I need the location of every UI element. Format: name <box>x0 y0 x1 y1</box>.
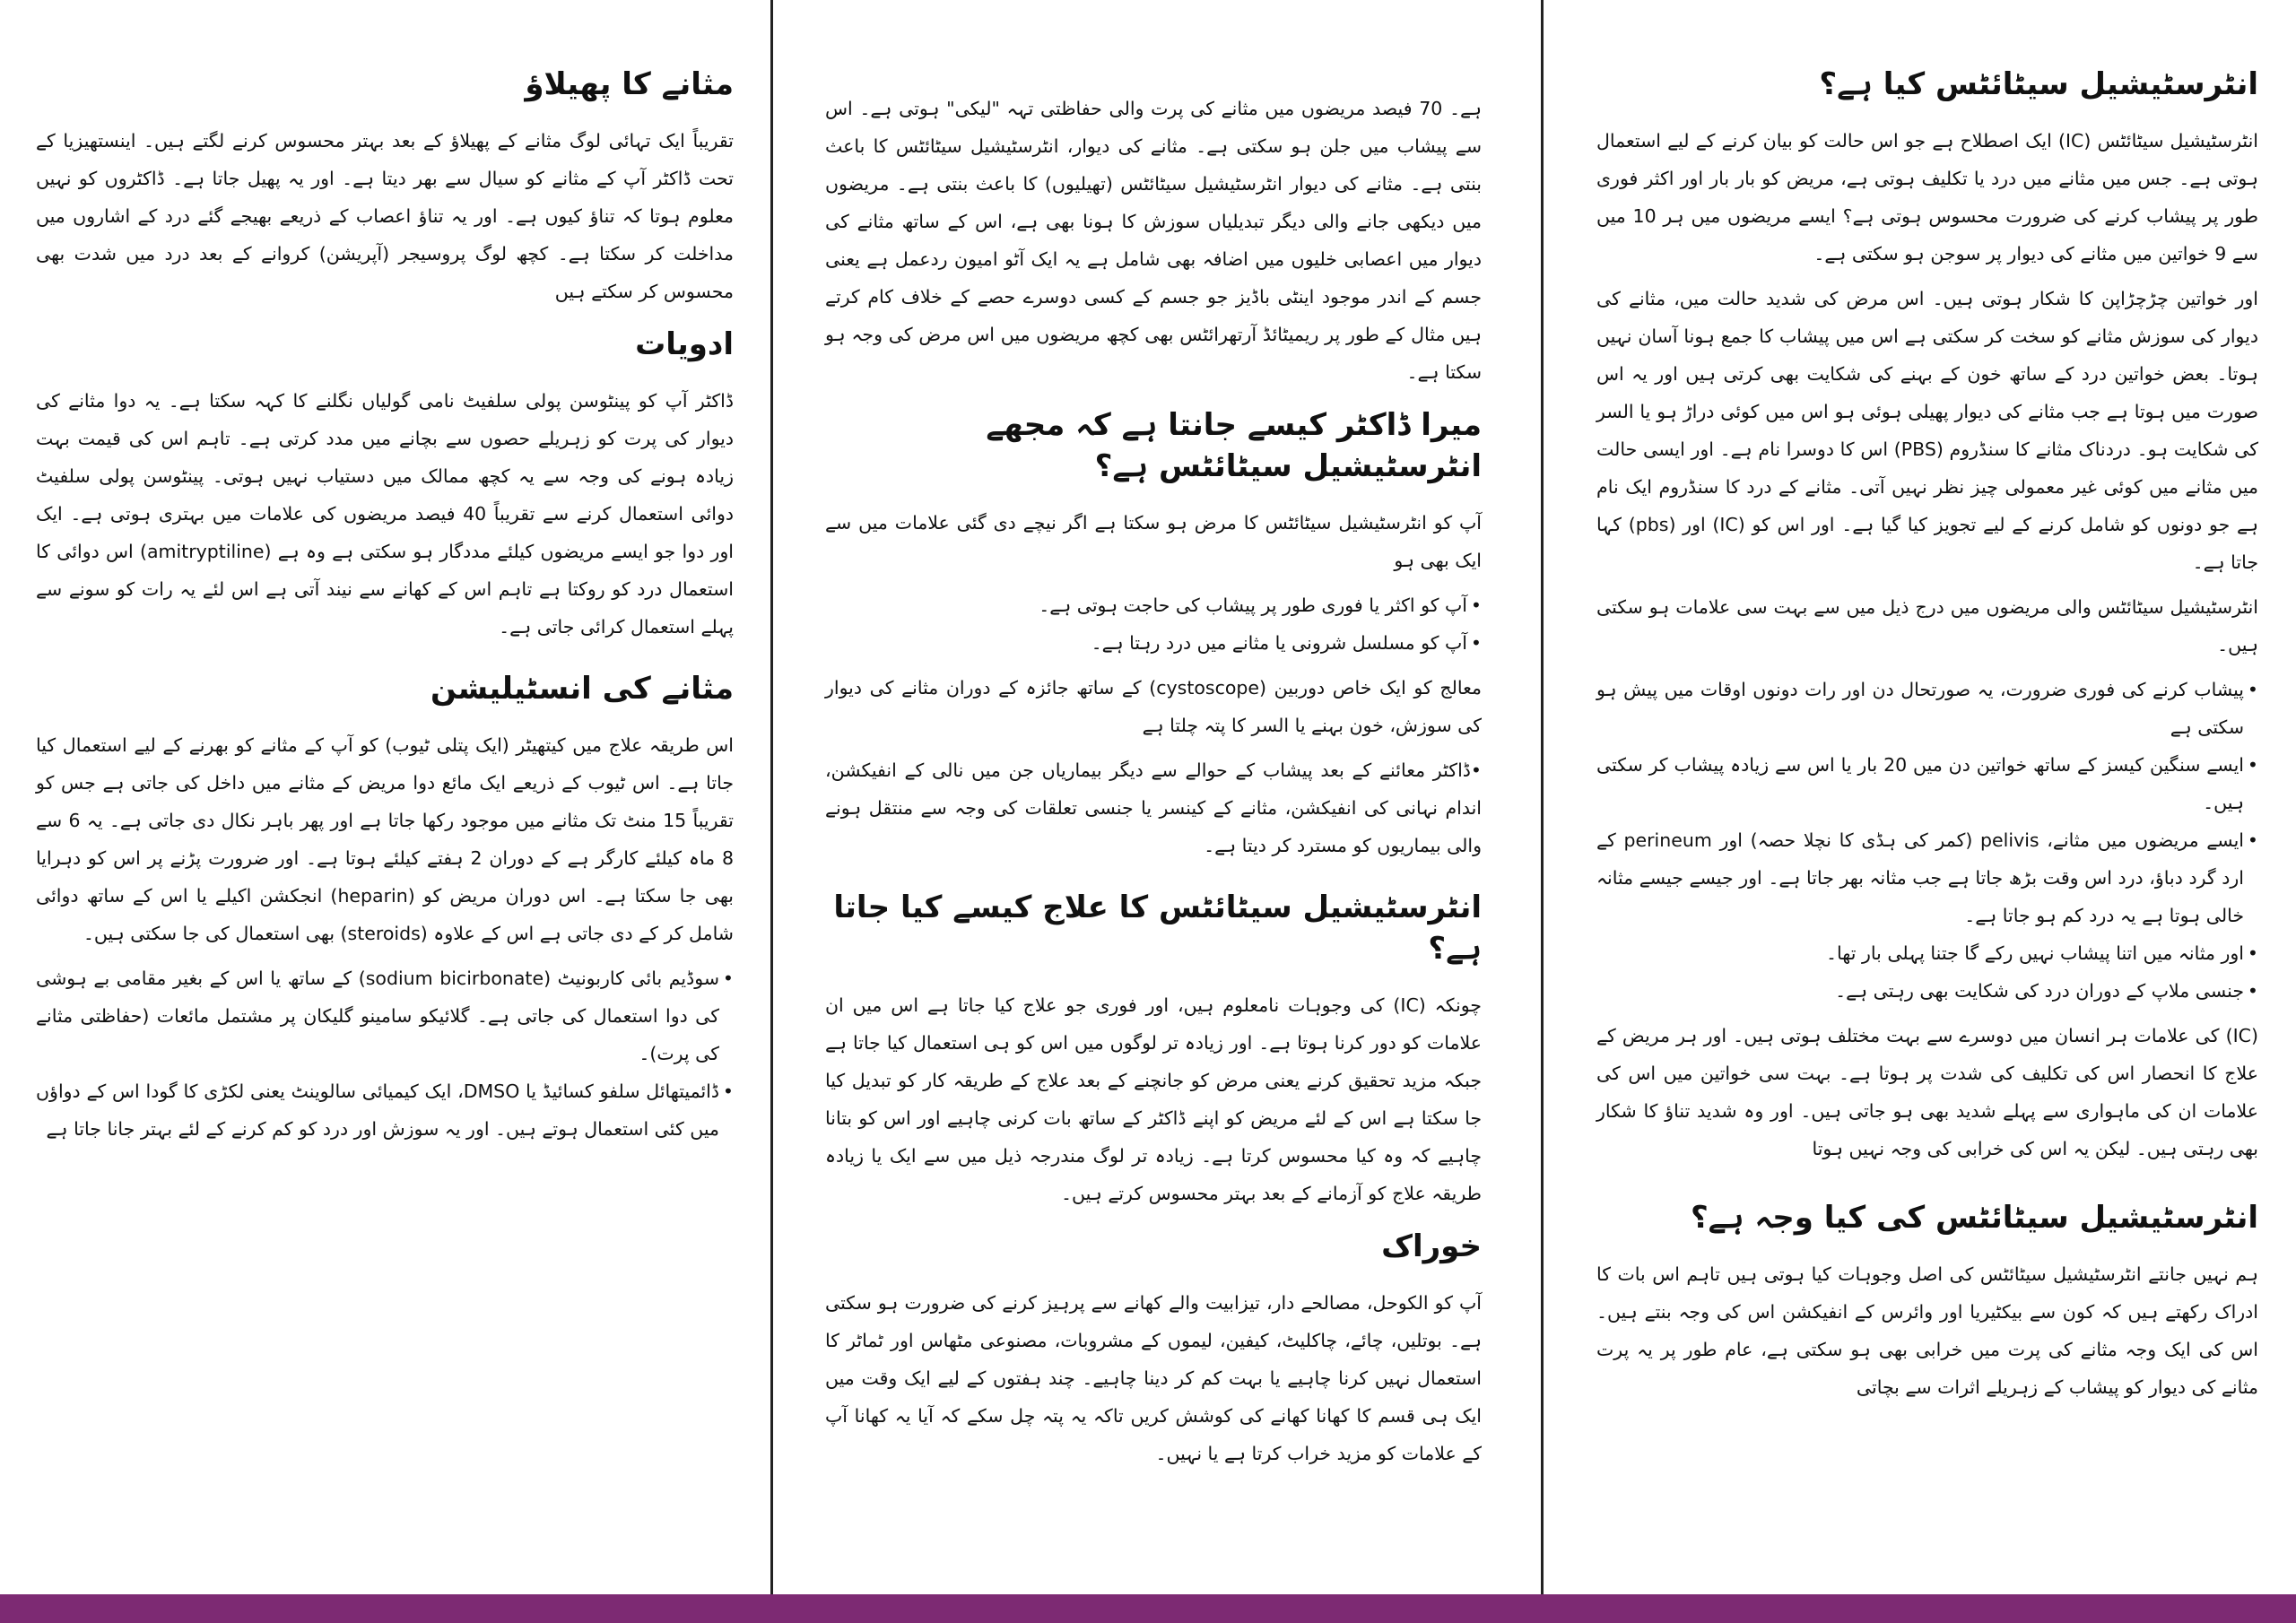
paragraph: آپ کو انٹرسٹیشیل سیٹائٹس کا مرض ہو سکتا ہے اگر نیچے دی گئی علامات میں سے ایک بھی ہو <box>825 511 1482 571</box>
list-item: • پیشاب کرنے کی فوری ضرورت، یہ صورتحال دن اور رات دونوں اوقات میں پیش ہو سکتی ہے <box>1596 671 2258 746</box>
paragraph: ہے۔ 70 فیصد مریضوں میں مثانے کی پرت والی حفاظتی تہہ "لیکی" ہوتی ہے۔ اس سے پیشاب میں جلن ہو سکتی ہے۔ مثانے کی دیوار، انٹرسٹیشیل سیٹائٹس کا باعث بنتی ہے۔ مثانے کی دیوار انٹرسٹیشیل سیٹائٹس (تھیلیوں) کا باعث بنتی ہے۔ مریضوں میں دیکھی جانے والی دیگر تبدیلیاں سوزش کا ہونا بھی ہے، اس کے ساتھ مثانے کی دیوار میں اعصابی خلیوں میں اضافہ بھی شامل ہے یہ ایک آٹو امیون ردعمل ہے یعنی جسم کے اندر موجود اینٹی باڈیز جو جسم کے کسی دوسرے حصے کے خلاف کام کرتے ہیں مثال کے طور پر ریمیٹائڈ آرتھرائٹس بھی کچھ مریضوں میں اس مرض کی وجہ ہو سکتا ہے۔ <box>825 98 1482 384</box>
list-item: • جنسی ملاپ کے دوران درد کی شکایت بھی رہتی ہے۔ <box>1596 972 2258 1010</box>
list-item: • سوڈیم بائی کاربونیٹ (sodium bicirbonate) کے ساتھ یا اس کے بغیر مقامی بے ہوشی کی دوا استعمال کی جاتی ہے۔ گلائیکو سامینو گلیکان پر مشتمل مائعات (حفاظتی مثانے کی پرت)۔ <box>36 959 734 1072</box>
symptom-list <box>1596 671 2258 1010</box>
list-item: • اور مثانہ میں اتنا پیشاب نہیں رکے گا جتنا پہلی بار تھا۔ <box>1596 934 2258 972</box>
heading-bladder-instillation: مثانے کی انسٹیلیشن <box>430 670 734 707</box>
footer-bar <box>0 1594 2296 1623</box>
heading-treatment: انٹرسٹیشیل سیٹائٹس کا علاج کیسے کیا جاتا ہے؟ <box>833 890 1482 967</box>
paragraph: اور خواتین چڑچڑاپن کا شکار ہوتی ہیں۔ اس مرض کی شدید حالت میں، مثانے کی دیوار کی سوزش مثانے کو سخت کر سکتی ہے اس میں پیشاب کا جمع ہونا آسان نہیں ہوتا۔ بعض خواتین درد کے ساتھ خون کے بہنے کی شکایت بھی کرتی ہیں اور یہ اس صورت میں ہوتا ہے جب مثانے کی دیوار پھیلی ہوئی ہو اس میں کوئی دراڑ ہو یا السر کی شکایت ہو۔ دردناک مثانے کا سنڈروم (PBS) اس کا دوسرا نام ہے۔ اور ایسی حالت میں مثانے میں کوئی غیر معمولی چیز نظر نہیں آتی۔ مثانے کے درد کا سنڈروم ایک نام ہے جو دونوں کو شامل کرنے کے لیے تجویز کیا گیا ہے۔ اور اس کو (IC) اور (pbs) کہا جاتا ہے۔ <box>1596 287 2259 574</box>
heading-diagnosis: میرا ڈاکٹر کیسے جانتا ہے کہ مجھے انٹرسٹیشیل سیٹائٹس ہے؟ <box>986 407 1482 485</box>
paragraph: ڈاکٹر آپ کو پینٹوسن پولی سلفیٹ نامی گولیاں نگلنے کا کہہ سکتا ہے۔ یہ دوا مثانے کی دیوار کی پرت کو زہریلے حصوں سے بچانے میں مدد کرتی ہے۔ تاہم اس کی قیمت بہت زیادہ ہونے کی وجہ سے یہ کچھ ممالک میں دستیاب نہیں ہوتی۔ پینٹوسن پولی سلفیٹ دوائی استعمال کرنے سے تقریباً 40 فیصد مریضوں کی علامات میں بہتری ہوتی ہے۔ ایک اور دوا جو ایسے مریضوں کیلئے مددگار ہو سکتی ہے وہ ہے (amitryptiline) اس دوائی کا استعمال درد کو روکتا ہے تاہم اس کے کھانے سے نیند آتی ہے اس لئے یہ رات کو سونے سے پہلے استعمال کرائی جاتی ہے۔ <box>36 389 734 638</box>
paragraph: اس طریقہ علاج میں کیتھیٹر (ایک پتلی ٹیوب) کو آپ کے مثانے کو بھرنے کے لیے استعمال کیا جاتا ہے۔ اس ٹیوب کے ذریعے ایک مائع دوا مریض کے مثانے میں داخل کی جاتی ہے جس کو تقریباً 15 منٹ تک مثانے میں موجود رکھا جاتا ہے اور پھر باہر نکال دی جاتی ہے۔ یہ 6 سے 8 ماہ کیلئے کارگر ہے کے دوران 2 ہفتے کیلئے ہوتا ہے۔ اور ضرورت پڑنے پر اس کو دہرایا بھی جا سکتا ہے۔ اس دوران مریض کو (heparin) انجکشن اکیلے یا اس کے ساتھ دوائی شامل کر کے دی جاتی ہے اس کے علاوہ (steroids) بھی استعمال کی جا سکتی ہیں۔ <box>36 733 735 944</box>
paragraph: •ڈاکٹر معائنے کے بعد پیشاب کے حوالے سے دیگر بیماریاں جن میں نالی کے انفیکشن، اندام نہانی کی انفیکشن، مثانے کے کینسر یا جنسی تعلقات کی وجہ سے منتقل ہونے والی بیماریوں کو مسترد کر دیتا ہے۔ <box>825 759 1482 857</box>
list-item: • ڈائمیتھائل سلفو کسائیڈ یا DMSO، ایک کیمیائی سالوینٹ یعنی لکڑی کا گودا اس کے دواؤں میں کئی استعمال ہوتے ہیں۔ اور یہ سوزش اور درد کو کم کرنے کے لئے بہتر جانا جاتا ہے <box>36 1072 734 1148</box>
paragraph: آپ کو الکوحل، مصالحے دار، تیزابیت والے کھانے سے پرہیز کرنے کی ضرورت ہو سکتی ہے۔ بوتلیں، چائے، چاکلیٹ، کیفین، لیموں کے مشروبات، مصنوعی مٹھاس اور ٹماٹر کا استعمال نہیں کرنا چاہیے یا بہت کم کر دینا چاہیے۔ چند ہفتوں کے لیے ایک وقت میں ایک ہی قسم کا کھانا کھانے کی کوشش کریں تاکہ یہ پتہ چل سکے کہ آیا یہ کھانا آپ کے علامات کو مزید خراب کرتا ہے یا نہیں۔ <box>825 1291 1482 1464</box>
diagnosis-list <box>825 586 1482 662</box>
instillation-list <box>36 959 734 1148</box>
column-divider <box>1541 0 1544 1594</box>
heading-diet: خوراک <box>1381 1228 1482 1264</box>
list-item: • ایسے مریضوں میں مثانے، pelivis (کمر کی ہڈی کا نچلا حصہ) اور perineum کے ارد گرد دباؤ، درد اس وقت بڑھ جاتا ہے جب مثانہ بھر جاتا ہے۔ اور جیسے جیسے مثانہ خالی ہوتا ہے یہ درد کم ہو جاتا ہے۔ <box>1596 821 2258 934</box>
heading-what-is-ic: انٹرسٹیشیل سیٹائٹس کیا ہے؟ <box>1819 66 2258 102</box>
column-left <box>0 0 771 1594</box>
list-item: • آپ کو مسلسل شرونی یا مثانے میں درد رہتا ہے۔ <box>825 624 1482 662</box>
list-item: • ایسے سنگین کیسز کے ساتھ خواتین دن میں 20 بار یا اس سے زیادہ پیشاب کر سکتی ہیں۔ <box>1596 746 2258 821</box>
paragraph: انٹرسٹیشیل سیٹائٹس (IC) ایک اصطلاح ہے جو اس حالت کو بیان کرنے کے لیے استعمال ہوتی ہے۔ جس میں مثانے میں درد یا تکلیف ہوتی ہے، مریض کو بار بار اور اکثر فوری طور پر پیشاب کرنے کی ضرورت محسوس ہوتی ہے؟ ایسے مریضوں میں ہر 10 میں سے 9 خواتین میں مثانے کی دیوار پر سوجن ہو سکتی ہے۔ <box>1596 129 2258 265</box>
heading-causes: انٹرسٹیشیل سیٹائٹس کی کیا وجہ ہے؟ <box>1690 1200 2258 1237</box>
paragraph: ہم نہیں جانتے انٹرسٹیشیل سیٹائٹس کی اصل وجوہات کیا ہوتی ہیں تاہم اس بات کا ادراک رکھتے ہیں کہ کون سے بیکٹیریا اور وائرس کے انفیکشن اس کی وجہ بنتے ہیں۔ اس کی ایک وجہ مثانے کی پرت میں خرابی بھی ہو سکتی ہے، عام طور پر یہ پرت مثانے کی دیوار کو پیشاب کے زہریلے اثرات سے بچاتی <box>1596 1263 2258 1399</box>
list-item: • آپ کو اکثر یا فوری طور پر پیشاب کی حاجت ہوتی ہے۔ <box>825 586 1482 624</box>
column-middle <box>773 0 1541 1594</box>
column-right <box>1543 0 2296 1594</box>
heading-bladder-distension: مثانے کا پھیلاؤ <box>525 66 734 102</box>
paragraph: (IC) کی علامات ہر انسان میں دوسرے سے بہت مختلف ہوتی ہیں۔ اور ہر مریض کے علاج کا انحصار اس کی تکلیف کی شدت پر ہوتا ہے۔ بہت سی خواتین میں اس کی علامات ان کی ماہواری سے پہلے شدید بھی ہو جاتی ہیں۔ اور وہ شدید تناؤ کا شکار بھی رہتی ہیں۔ لیکن یہ اس کی خرابی کی وجہ نہیں ہوتا <box>1596 1025 2258 1160</box>
paragraph: معالج کو ایک خاص دوربین (cystoscope) کے ساتھ جائزہ کے دوران مثانے کی دیوار کی سوزش، خون بہنے یا السر کا پتہ چلتا ہے <box>825 676 1482 736</box>
paragraph: چونکہ (IC) کی وجوہات نامعلوم ہیں، اور فوری جو علاج کیا جاتا ہے اس میں ان علامات کو دور کرنا ہوتا ہے۔ اور زیادہ تر لوگوں میں اس کو ہی استعمال کیا جاتا ہے جبکہ مزید تحقیق کرنے یعنی مرض کو جانچنے کے بعد علاج کے طریقہ کار کو تبدیل کیا جا سکتا ہے اس کے لئے مریض کو اپنے ڈاکٹر کے ساتھ بات کرنی چاہیے اور اس کو بتانا چاہیے کہ وہ کیا محسوس کرتا ہے۔ زیادہ تر لوگ مندرجہ ذیل میں سے ایک یا زیادہ طریقہ علاج کو آزمانے کے بعد بہتر محسوس کرتے ہیں۔ <box>825 994 1482 1204</box>
paragraph: تقریباً ایک تہائی لوگ مثانے کے پھیلاؤ کے بعد بہتر محسوس کرنے لگتے ہیں۔ اینستھیزیا کے تحت ڈاکٹر آپ کے مثانے کو سیال سے بھر دیتا ہے۔ اور یہ پھیل جاتا ہے۔ ڈاکٹروں کو نہیں معلوم ہوتا کہ تناؤ کیوں ہے۔ اور یہ تناؤ اعصاب کے ذریعے بھیجے گئے درد کے اشاروں میں مداخلت کر سکتا ہے۔ کچھ لوگ پروسیجر (آپریشن) کروانے کے بعد درد میں شدت بھی محسوس کر سکتے ہیں <box>36 129 734 302</box>
heading-medicines: ادویات <box>635 325 734 362</box>
paragraph: انٹرسٹیشیل سیٹائٹس والی مریضوں میں درج ذیل میں سے بہت سی علامات ہو سکتی ہیں۔ <box>1596 596 2258 656</box>
